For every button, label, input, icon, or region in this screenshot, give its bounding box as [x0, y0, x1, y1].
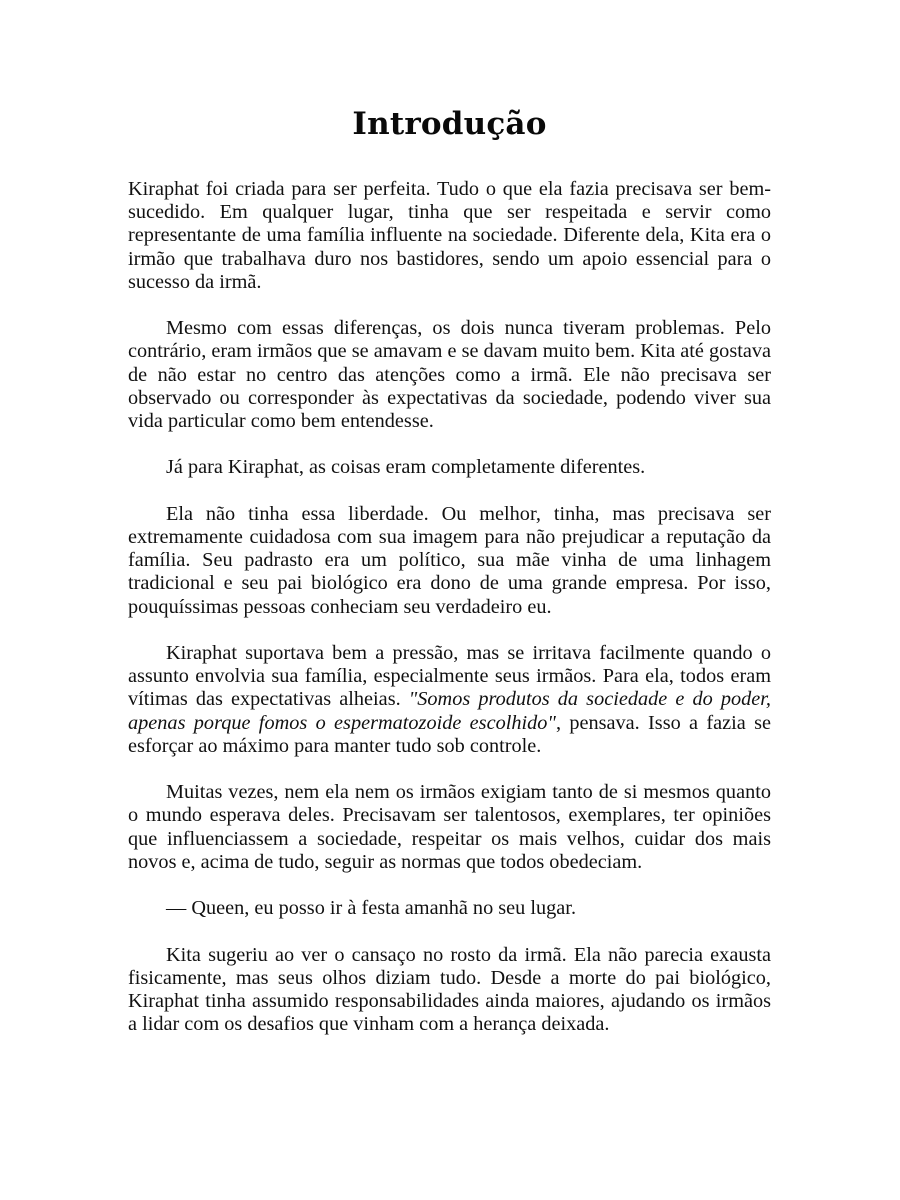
- dialogue-line: — Queen, eu posso ir à festa amanhã no seu lugar.: [166, 897, 577, 920]
- paragraph-8: Kita sugeriu ao ver o cansaço no rosto da irmã. Ela não parecia exausta fisicamente, mas seus olhos diziam tudo. Desde a morte do pai biológico, Kiraphat tinha assumido responsabilidades ainda maiores, ajudando os irmãos a lidar com os desafios que vinham com a herança deixada.: [128, 943, 771, 1036]
- italic-quote: "Somos produtos da sociedade e do poder, apenas porque fomos o espermatozoide escolhido": [128, 688, 771, 734]
- document-page: [128, 96, 771, 1036]
- paragraph-6: Muitas vezes, nem ela nem os irmãos exigiam tanto de si mesmos quanto o mundo esperava deles. Precisavam ser talentosos, exemplares, ter opiniões que influenciassem a sociedade, respeitar os mais velhos, cuidar dos mais novos e, acima de tudo, seguir as normas que todos obedeciam.: [128, 781, 771, 873]
- paragraph-5-text-before: Kiraphat suportava bem a pressão, mas se irritava facilmente quando o assunto envolvia sua família, especialmente seus irmãos. Para ela, todos eram vítimas das expectativas alheias.: [128, 642, 771, 711]
- chapter-title: Introdução: [352, 106, 547, 142]
- paragraph-5: [128, 642, 771, 758]
- paragraph-4: Ela não tinha essa liberdade. Ou melhor, tinha, mas precisava ser extremamente cuidadosa com sua imagem para não prejudicar a reputação da família. Seu padrasto era um político, sua mãe vinha de uma linhagem tradicional e seu pai biológico era dono de uma grande empresa. Por isso, pouquíssimas pessoas conheciam seu verdadeiro eu.: [128, 502, 771, 618]
- paragraph-3: Já para Kiraphat, as coisas eram completamente diferentes.: [166, 456, 646, 479]
- paragraph-2: Mesmo com essas diferenças, os dois nunca tiveram problemas. Pelo contrário, eram irmãos que se amavam e se davam muito bem. Kita até gostava de não estar no centro das atenções como a irmã. Ele não precisava ser observado ou corresponder às expectativas da sociedade, podendo viver sua vida particular como bem entendesse.: [128, 317, 771, 433]
- paragraph-5-text-after: , pensava. Isso a fazia se esforçar ao máximo para manter tudo sob controle.: [128, 711, 771, 757]
- paragraph-1: Kiraphat foi criada para ser perfeita. Tudo o que ela fazia precisava ser bem-sucedido. Em qualquer lugar, tinha que ser respeitada e servir como representante de uma família influente na sociedade. Diferente dela, Kita era o irmão que trabalhava duro nos bastidores, sendo um apoio essencial para o sucesso da irmã.: [128, 178, 771, 293]
- chapter-body: [128, 178, 771, 1060]
